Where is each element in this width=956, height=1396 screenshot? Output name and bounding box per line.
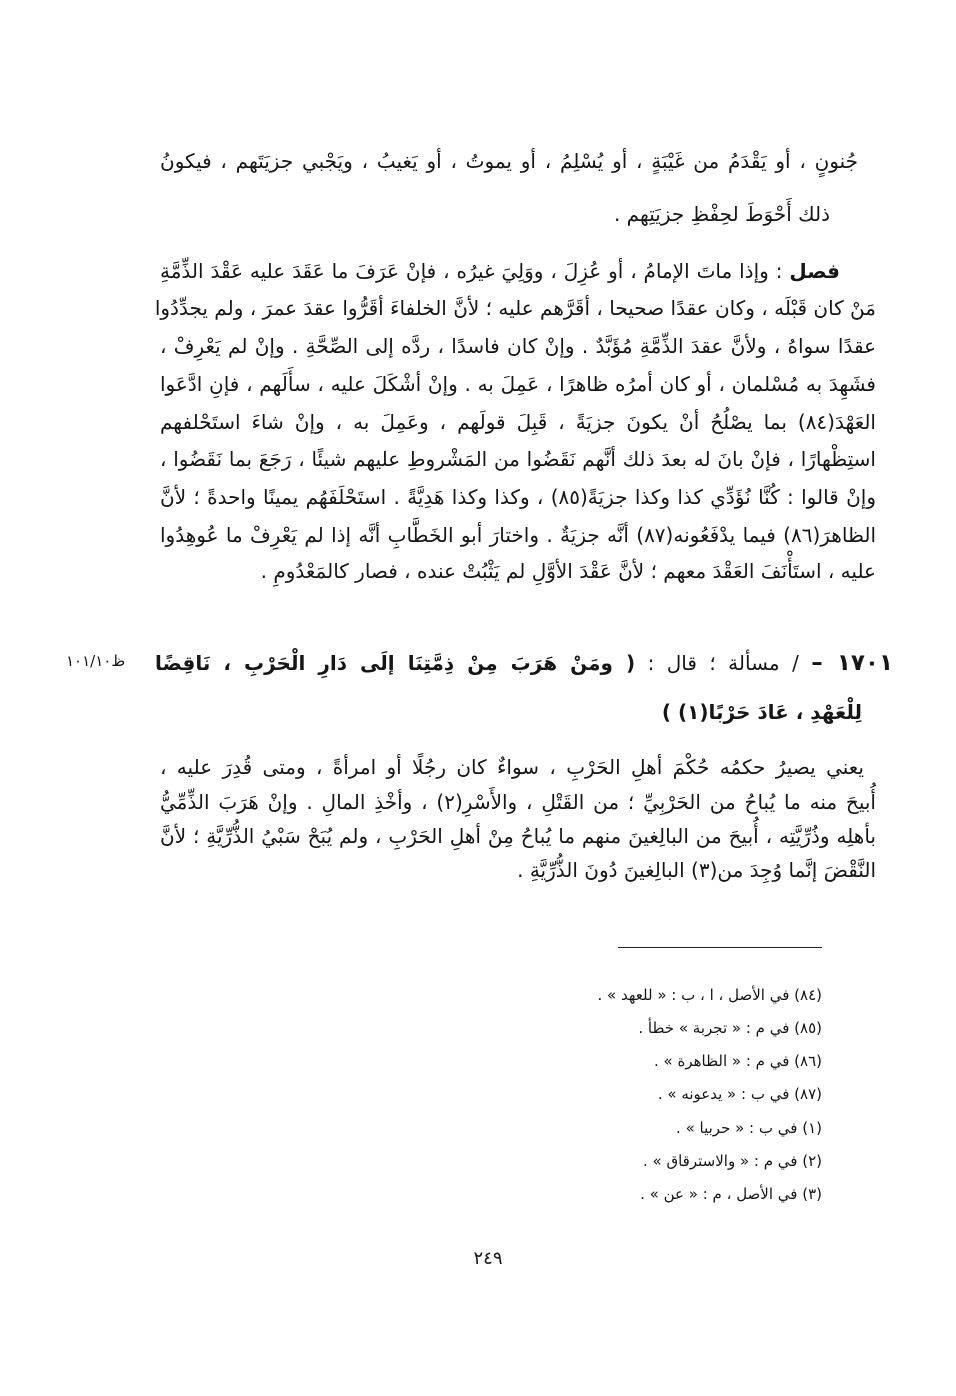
paragraph-line: الظاهرَ(٨٦) فيما يدْفَعُونه(٨٧) أنَّه جزيَةٌ . واختارَ أبو الخَطَّابِ أنَّه إذا لم يَعْرِفْ ما عُوهِدُوا (160, 523, 877, 547)
paragraph-line: عقدًا سواهُ ، ولأنَّ عقدَ الذِّمَّةِ مُؤَبَّدٌ . وإنْ كان فاسدًا ، ردَّه إلى الصِّحَّةِ . وإنْ لم يَعْرِفْ ، (160, 334, 876, 358)
footnote: (٢) في م : « والاسترقاق » . (642, 1152, 822, 1170)
footnote-separator (618, 947, 822, 948)
paragraph-line: ذلك أَحْوَطَ لحِفْظِ جزيَتِهم . (613, 202, 830, 226)
footnote: (١) في ب : « حربيا » . (676, 1119, 822, 1137)
paragraph-line: وإنْ قالوا : كُنَّا نُؤَدِّي كذا وكذا جزيَةً(٨٥) ، وكذا وكذا هَدِيَّةً . استَحْلَفَهُم يمينًا واحدةً ؛ لأنَّ (160, 485, 876, 509)
issue-intro: / مسألة ؛ قال : (647, 651, 799, 675)
margin-folio-note: ١٠١/١٠ظ (66, 652, 126, 670)
issue-text: ( ومَنْ هَرَبَ مِنْ ذِمَّتِنَا إلَى دَارِ الْحَرْبِ ، نَاقِضًا (155, 651, 636, 675)
issue-number: ١٧٠١ – (811, 650, 894, 676)
paragraph-line: العَهْدَ(٨٤) بما يصْلُحُ أنْ يكونَ جزيَةً ، قَبِلَ قولَهم ، وعَمِلَ به ، وإنْ شاءَ استَحْلفهم (160, 410, 876, 434)
paragraph-line: فشَهِدَ به مُسْلمان ، أو كان أمرُه ظاهرًا ، عَمِلَ به . وإنْ أشْكَلَ عليه ، سأَلَهم ، فإنِ ادَّعَوا (160, 372, 876, 396)
paragraph-line: النَّقْضَ إنَّما وُجِدَ من(٣) البالِغينَ دُونَ الذُّرِّيَّةِ . (517, 858, 876, 882)
footnote: (٨٦) في م : « الظاهرة » . (653, 1052, 822, 1070)
footnote: (٨٤) في الأصل ، ا ، ب : « للعهد » . (597, 986, 822, 1004)
section-first-line (160, 253, 876, 289)
page-number: ٢٤٩ (473, 1248, 503, 1269)
paragraph-line: بأهلِه وذُرِّيَّتِه ، أُبيحَ من البالِغينَ منهم ما يُباحُ مِنْ أهلِ الحَرْبِ ، ولم يُبَحْ سَبْيُ الذُّرِّيَّةِ ؛ لأنَّ (160, 824, 876, 848)
paragraph-line: يعني يصيرُ حكمُه حُكْمَ أهلِ الحَرْبِ ، سواءٌ كان رجُلًا أو امرأةً ، ومتى قُدِرَ عليه ، (160, 755, 864, 779)
section-label: فصل (789, 259, 840, 283)
paragraph-line: مَنْ كان قَبْلَه ، وكان عقدًا صحيحا ، أقَرَّهم عليه ؛ لأنَّ الخلفاءَ أقَرُّوا عقدَ عمرَ ، ولم يجدِّدُوا (154, 296, 876, 320)
paragraph-line: عليه ، استَأْنَفَ العَقْدَ معهم ؛ لأنَّ عَقْدَ الأوَّلِ لم يَثْبُتْ عنده ، فصار كالمَعْدُومِ . (260, 559, 876, 583)
footnote: (٣) في الأصل ، م : « عن » . (640, 1185, 822, 1203)
paragraph-line: استِظْهارًا ، فإنْ بانَ له بعدَ ذلك أنَّهم نَقَضُوا من المَشْروطِ عليهم شيئًا ، رَجَعَ بما نَقَضُوا ، (160, 447, 876, 471)
section-first-line-text: : وإذا ماتَ الإمامُ ، أو عُزِلَ ، ووَلِيَ غيرُه ، فإنْ عَرَفَ ما عَقَدَ عليه عَقْدَ الذِّمَّةِ (160, 259, 790, 283)
issue-heading-line: لِلْعَهْدِ ، عَادَ حَرْبًا(١) ) (661, 700, 862, 724)
footnote: (٨٥) في م : « تجربة » خطأ . (638, 1019, 822, 1037)
footnote: (٨٧) في ب : « يدعونه » . (657, 1085, 822, 1103)
paragraph-line: أُبيحَ منه ما يُباحُ من الحَرْبِيِّ ؛ من القَتْلِ ، والأَسْرِ(٢) ، وأخْذِ المالِ . وإنْ هَرَبَ الذِّمِّيُّ (160, 790, 876, 814)
paragraph-line: جُنونٍ ، أو يَقْدَمُ من غَيْبَةٍ ، أو يُسْلِمُ ، أو يموتُ ، أو يَغيبُ ، ويَجْبي جزيَتَهم ، فيكونُ (160, 149, 858, 173)
issue-heading-line (155, 645, 893, 681)
